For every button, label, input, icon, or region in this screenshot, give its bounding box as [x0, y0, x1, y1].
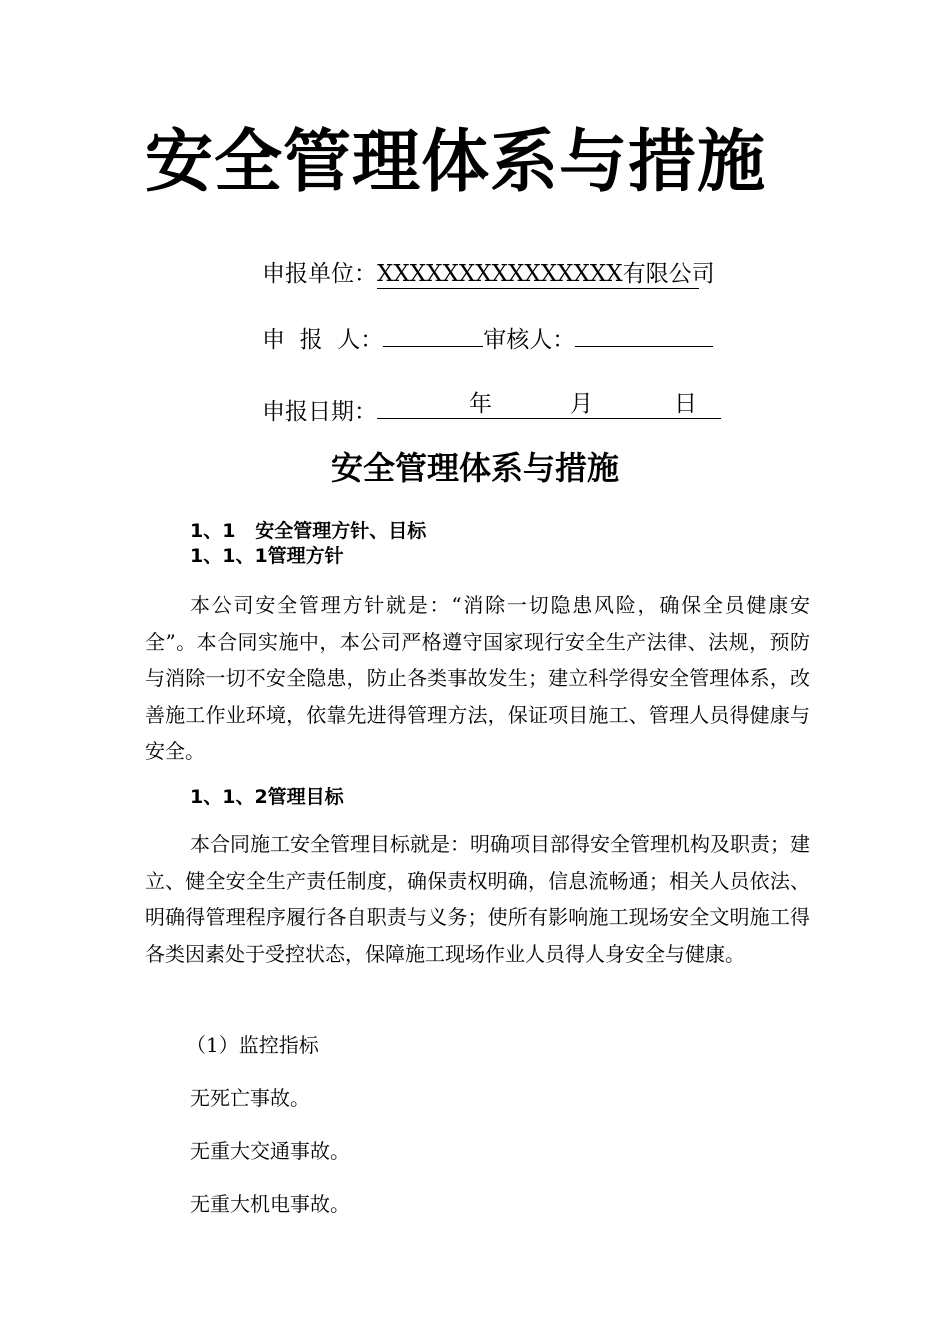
declaring-unit-field — [377, 260, 715, 289]
date-month: 月 — [570, 391, 593, 417]
date-day: 日 — [674, 391, 697, 417]
monitoring-heading: （1）监控指标 — [186, 1033, 319, 1057]
date-label: 申报日期： — [262, 399, 377, 425]
date-year: 年 — [469, 391, 492, 417]
date-line — [262, 390, 721, 428]
date-field — [377, 390, 721, 419]
list-item: 无重大交通事故。 — [190, 1139, 350, 1163]
applicant-field — [383, 346, 483, 347]
paragraph-policy: 本公司安全管理方针就是：“消除一切隐患风险，确保全员健康安全”。本合同实施中，本公司严格遵守国家现行安全生产法律、法规，预防与消除一切不安全隐患，防止各类事故发生；建立科学得安全管理体系，改善施工作业环境，依靠先进得管理方法，保证项目施工、管理人员得健康与安全。 — [145, 593, 810, 763]
section-heading-1-1-2: 1、1、2管理目标 — [190, 786, 344, 808]
list-item: 无重大机电事故。 — [190, 1192, 350, 1216]
reviewer-label: 审核人： — [483, 327, 576, 353]
section-heading-1-1: 1、1 安全管理方针、目标 — [190, 520, 427, 542]
sub-title: 安全管理体系与措施 — [330, 449, 619, 487]
applicant-line — [262, 324, 713, 356]
applicant-label: 申 报 人： — [262, 327, 384, 353]
declaring-unit-label: 申报单位： — [262, 261, 377, 287]
declaring-unit-value: XXXXXXXXXXXXXXX有限公司 — [377, 261, 715, 287]
list-item: 无死亡事故。 — [190, 1086, 310, 1110]
reviewer-field — [575, 346, 713, 347]
declaring-unit-line — [262, 258, 715, 290]
main-title: 安全管理体系与措施 — [145, 123, 767, 202]
section-heading-1-1-1: 1、1、1管理方针 — [190, 545, 344, 567]
paragraph-goals: 本合同施工安全管理目标就是：明确项目部得安全管理机构及职责；建立、健全安全生产责任制度，确保责权明确，信息流畅通；相关人员依法、明确得管理程序履行各自职责与义务；使所有影响施工现场安全文明施工得各类因素处于受控状态，保障施工现场作业人员得人身安全与健康。 — [145, 832, 810, 966]
